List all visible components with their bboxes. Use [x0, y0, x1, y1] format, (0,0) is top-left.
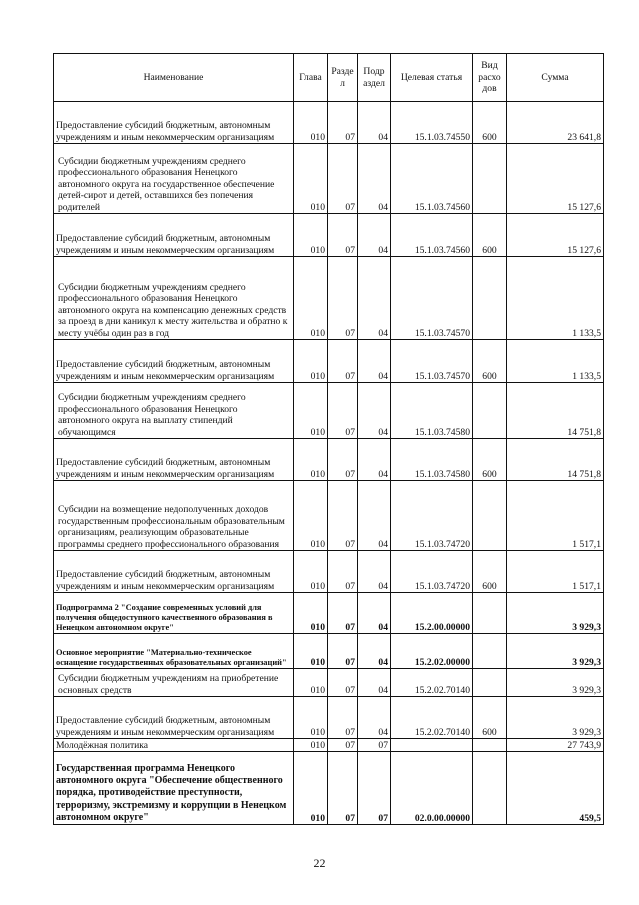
row-target: 15.1.03.74550	[391, 102, 473, 144]
row-podrazdel: 07	[358, 752, 391, 825]
row-sum: 1 517,1	[507, 481, 604, 551]
table-row	[54, 102, 604, 144]
row-razdel: 07	[328, 340, 358, 383]
row-name: Субсидии бюджетным учреждениям среднего профессионального образования Ненецкого автономного округа на выплату стипендий обучающимся	[54, 383, 294, 439]
row-sum: 27 743,9	[507, 739, 604, 752]
row-razdel: 07	[328, 593, 358, 634]
row-name: Молодёжная политика	[54, 739, 294, 752]
row-razdel: 07	[328, 669, 358, 697]
row-sum: 3 929,3	[507, 669, 604, 697]
row-razdel: 07	[328, 697, 358, 739]
table-row-main-activity	[54, 634, 604, 669]
row-vid	[473, 752, 507, 825]
row-vid	[473, 481, 507, 551]
budget-table	[53, 53, 604, 825]
table-row	[54, 439, 604, 481]
row-glava: 010	[294, 340, 328, 383]
row-podrazdel: 04	[358, 669, 391, 697]
table-row	[54, 481, 604, 551]
table-row	[54, 144, 604, 214]
row-glava: 010	[294, 669, 328, 697]
row-podrazdel: 04	[358, 697, 391, 739]
header-razdel: Разде л	[328, 54, 358, 102]
row-glava: 010	[294, 481, 328, 551]
row-name: Предоставление субсидий бюджетным, автономным учреждениям и иным некоммерческим организациям	[54, 340, 294, 383]
row-name: Государственная программа Ненецкого автономного округа "Обеспечение общественного порядка, противодействие преступности, терроризму, экстремизму и коррупции в Ненецком автономном округе"	[54, 752, 294, 825]
row-target	[391, 739, 473, 752]
row-razdel: 07	[328, 752, 358, 825]
row-sum: 15 127,6	[507, 144, 604, 214]
row-name: Субсидии бюджетным учреждениям среднего профессионального образования Ненецкого автономного округа на государственное обеспечение детей-сирот и детей, оставшихся без попечения родителей	[54, 144, 294, 214]
row-podrazdel: 04	[358, 144, 391, 214]
row-podrazdel: 04	[358, 257, 391, 340]
row-target: 15.1.03.74570	[391, 340, 473, 383]
row-glava: 010	[294, 214, 328, 257]
row-sum: 15 127,6	[507, 214, 604, 257]
row-name: Субсидии бюджетным учреждениям среднего профессионального образования Ненецкого автономного округа на компенсацию денежных средств за проезд в дни каникул к месту жительства и обратно к месту учёбы один раз в год	[54, 257, 294, 340]
row-vid	[473, 257, 507, 340]
row-razdel: 07	[328, 383, 358, 439]
row-target: 15.1.03.74720	[391, 551, 473, 593]
row-target: 15.1.03.74580	[391, 439, 473, 481]
row-glava: 010	[294, 257, 328, 340]
row-name: Предоставление субсидий бюджетным, автономным учреждениям и иным некоммерческим организациям	[54, 214, 294, 257]
row-vid: 600	[473, 439, 507, 481]
row-name: Субсидии бюджетным учреждениям на приобретение основных средств	[54, 669, 294, 697]
row-name: Подпрограмма 2 "Создание современных условий для получения общедоступного качественного образования в Ненецком автономном округе"	[54, 593, 294, 634]
row-razdel: 07	[328, 634, 358, 669]
header-sum: Сумма	[507, 54, 604, 102]
row-glava: 010	[294, 144, 328, 214]
row-glava: 010	[294, 752, 328, 825]
row-name: Предоставление субсидий бюджетным, автономным учреждениям и иным некоммерческим организациям	[54, 551, 294, 593]
row-podrazdel: 04	[358, 593, 391, 634]
row-target: 15.1.03.74720	[391, 481, 473, 551]
row-target: 02.0.00.00000	[391, 752, 473, 825]
row-sum: 3 929,3	[507, 634, 604, 669]
row-glava: 010	[294, 593, 328, 634]
table-header-row	[54, 54, 604, 102]
page-number: 22	[313, 856, 326, 870]
row-razdel: 07	[328, 551, 358, 593]
row-podrazdel: 04	[358, 102, 391, 144]
table-row-state-program	[54, 752, 604, 825]
row-glava: 010	[294, 697, 328, 739]
row-podrazdel: 04	[358, 383, 391, 439]
row-sum: 14 751,8	[507, 383, 604, 439]
header-vid: Вид расхо дов	[473, 54, 507, 102]
table-row	[54, 739, 604, 752]
row-vid: 600	[473, 551, 507, 593]
row-razdel: 07	[328, 144, 358, 214]
row-target: 15.1.03.74560	[391, 144, 473, 214]
row-razdel: 07	[328, 439, 358, 481]
row-razdel: 07	[328, 102, 358, 144]
row-sum: 3 929,3	[507, 697, 604, 739]
row-sum: 1 133,5	[507, 257, 604, 340]
row-sum: 459,5	[507, 752, 604, 825]
row-glava: 010	[294, 102, 328, 144]
row-vid	[473, 593, 507, 634]
row-glava: 010	[294, 551, 328, 593]
row-glava: 010	[294, 439, 328, 481]
row-name: Предоставление субсидий бюджетным, автономным учреждениям и иным некоммерческим организациям	[54, 102, 294, 144]
row-name: Субсидии на возмещение недополученных доходов государственным профессиональным образовательным организациям, реализующим образовательные программы среднего профессионального образования	[54, 481, 294, 551]
row-razdel: 07	[328, 214, 358, 257]
table-row	[54, 669, 604, 697]
row-vid	[473, 739, 507, 752]
row-vid	[473, 634, 507, 669]
row-glava: 010	[294, 634, 328, 669]
row-target: 15.1.03.74580	[391, 383, 473, 439]
row-razdel: 07	[328, 257, 358, 340]
row-target: 15.2.02.70140	[391, 669, 473, 697]
row-sum: 1 133,5	[507, 340, 604, 383]
row-vid: 600	[473, 102, 507, 144]
row-podrazdel: 04	[358, 340, 391, 383]
header-target: Целевая статья	[391, 54, 473, 102]
row-podrazdel: 07	[358, 739, 391, 752]
row-target: 15.1.03.74570	[391, 257, 473, 340]
row-vid	[473, 144, 507, 214]
row-sum: 1 517,1	[507, 551, 604, 593]
table-row	[54, 340, 604, 383]
row-target: 15.2.00.00000	[391, 593, 473, 634]
header-name: Наименование	[54, 54, 294, 102]
row-vid: 600	[473, 340, 507, 383]
table-row	[54, 551, 604, 593]
table-row-subprogram	[54, 593, 604, 634]
row-vid	[473, 669, 507, 697]
table-row	[54, 257, 604, 340]
row-target: 15.1.03.74560	[391, 214, 473, 257]
table-row	[54, 214, 604, 257]
row-podrazdel: 04	[358, 481, 391, 551]
row-vid: 600	[473, 214, 507, 257]
row-sum: 23 641,8	[507, 102, 604, 144]
row-name: Предоставление субсидий бюджетным, автономным учреждениям и иным некоммерческим организациям	[54, 439, 294, 481]
table-row	[54, 383, 604, 439]
row-vid	[473, 383, 507, 439]
row-razdel: 07	[328, 739, 358, 752]
row-glava: 010	[294, 739, 328, 752]
row-sum: 14 751,8	[507, 439, 604, 481]
row-name: Предоставление субсидий бюджетным, автономным учреждениям и иным некоммерческим организациям	[54, 697, 294, 739]
header-podrazdel: Подр аздел	[358, 54, 391, 102]
row-target: 15.2.02.70140	[391, 697, 473, 739]
header-glava: Глава	[294, 54, 328, 102]
row-name: Основное мероприятие "Материально-техническое оснащение государственных образовательных организаций"	[54, 634, 294, 669]
row-podrazdel: 04	[358, 634, 391, 669]
row-vid: 600	[473, 697, 507, 739]
row-podrazdel: 04	[358, 551, 391, 593]
row-podrazdel: 04	[358, 214, 391, 257]
row-razdel: 07	[328, 481, 358, 551]
row-glava: 010	[294, 383, 328, 439]
table-row	[54, 697, 604, 739]
row-target: 15.2.02.00000	[391, 634, 473, 669]
row-podrazdel: 04	[358, 439, 391, 481]
row-sum: 3 929,3	[507, 593, 604, 634]
